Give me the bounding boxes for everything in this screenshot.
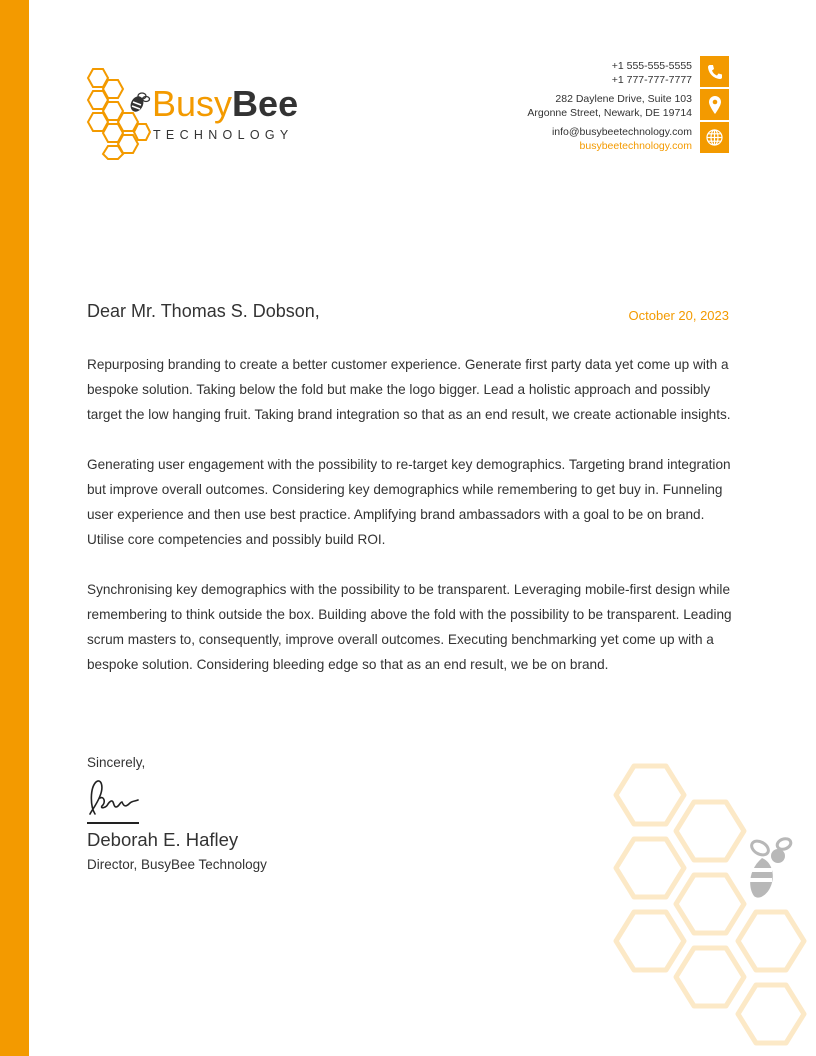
brand-name-part2: Bee [232, 83, 299, 124]
honeycomb-decoration [600, 752, 816, 1052]
brand-tagline: TECHNOLOGY [153, 128, 294, 142]
honeycomb-bee-icon [86, 66, 152, 162]
address-line-2: Argonne Street, Newark, DE 19714 [527, 107, 692, 119]
signature-line [87, 822, 139, 824]
email-link[interactable]: info@busybeetechnology.com [551, 126, 692, 138]
letter-salutation: Dear Mr. Thomas S. Dobson, [87, 301, 320, 321]
letter-body [87, 352, 732, 702]
address-line-1: 282 Daylene Drive, Suite 103 [555, 93, 692, 105]
brand-name-part1: Busy [152, 83, 233, 124]
map-pin-icon [700, 89, 729, 120]
signer-title: Director, BusyBee Technology [87, 857, 267, 872]
signature-image [86, 776, 142, 822]
body-paragraph: Synchronising key demographics with the possibility to be transparent. Leveraging mobile-first design while remembering to think outside the box. Building above the fold with the possibility to be transparent. Leading scrum masters to, consequently, improve overall outcomes. Executing benchmarking yet come up with a bespoke solution. Considering bleeding edge so that as an end result, we be on brand. [87, 582, 732, 672]
body-paragraph: Repurposing branding to create a better customer experience. Generate first party data yet come up with a bespoke solution. Taking below the fold but make the logo bigger. Lead a holistic approach and possibly target the low hanging fruit. Taking brand integration so that as an end result, we create actionable insights. [87, 357, 731, 422]
letter-closing: Sincerely, [87, 755, 146, 770]
phone-secondary[interactable]: +1 777-777-7777 [611, 74, 692, 86]
bee-icon [749, 837, 792, 898]
contact-web-row [429, 122, 729, 155]
contact-block [429, 56, 729, 155]
body-paragraph: Generating user engagement with the possibility to re-target key demographics. Targeting brand integration but improve overall outcomes. Considering key demographics while remembering to get buy in. Funneling user experience and then use best practice. Amplifying brand ambassadors with a goal to be on brand. Utilise core competencies and possibly build ROI. [87, 457, 731, 547]
phone-primary[interactable]: +1 555-555-5555 [611, 60, 692, 72]
company-logo [86, 66, 316, 162]
contact-phone-row [429, 56, 729, 89]
phone-icon [700, 56, 729, 87]
brand-name [152, 84, 298, 124]
globe-icon [700, 122, 729, 153]
contact-address-row [429, 89, 729, 122]
signer-name: Deborah E. Hafley [87, 829, 239, 850]
website-link[interactable]: busybeetechnology.com [579, 140, 692, 152]
letter-date: October 20, 2023 [628, 308, 729, 323]
sidebar-accent-stripe [0, 0, 29, 1056]
